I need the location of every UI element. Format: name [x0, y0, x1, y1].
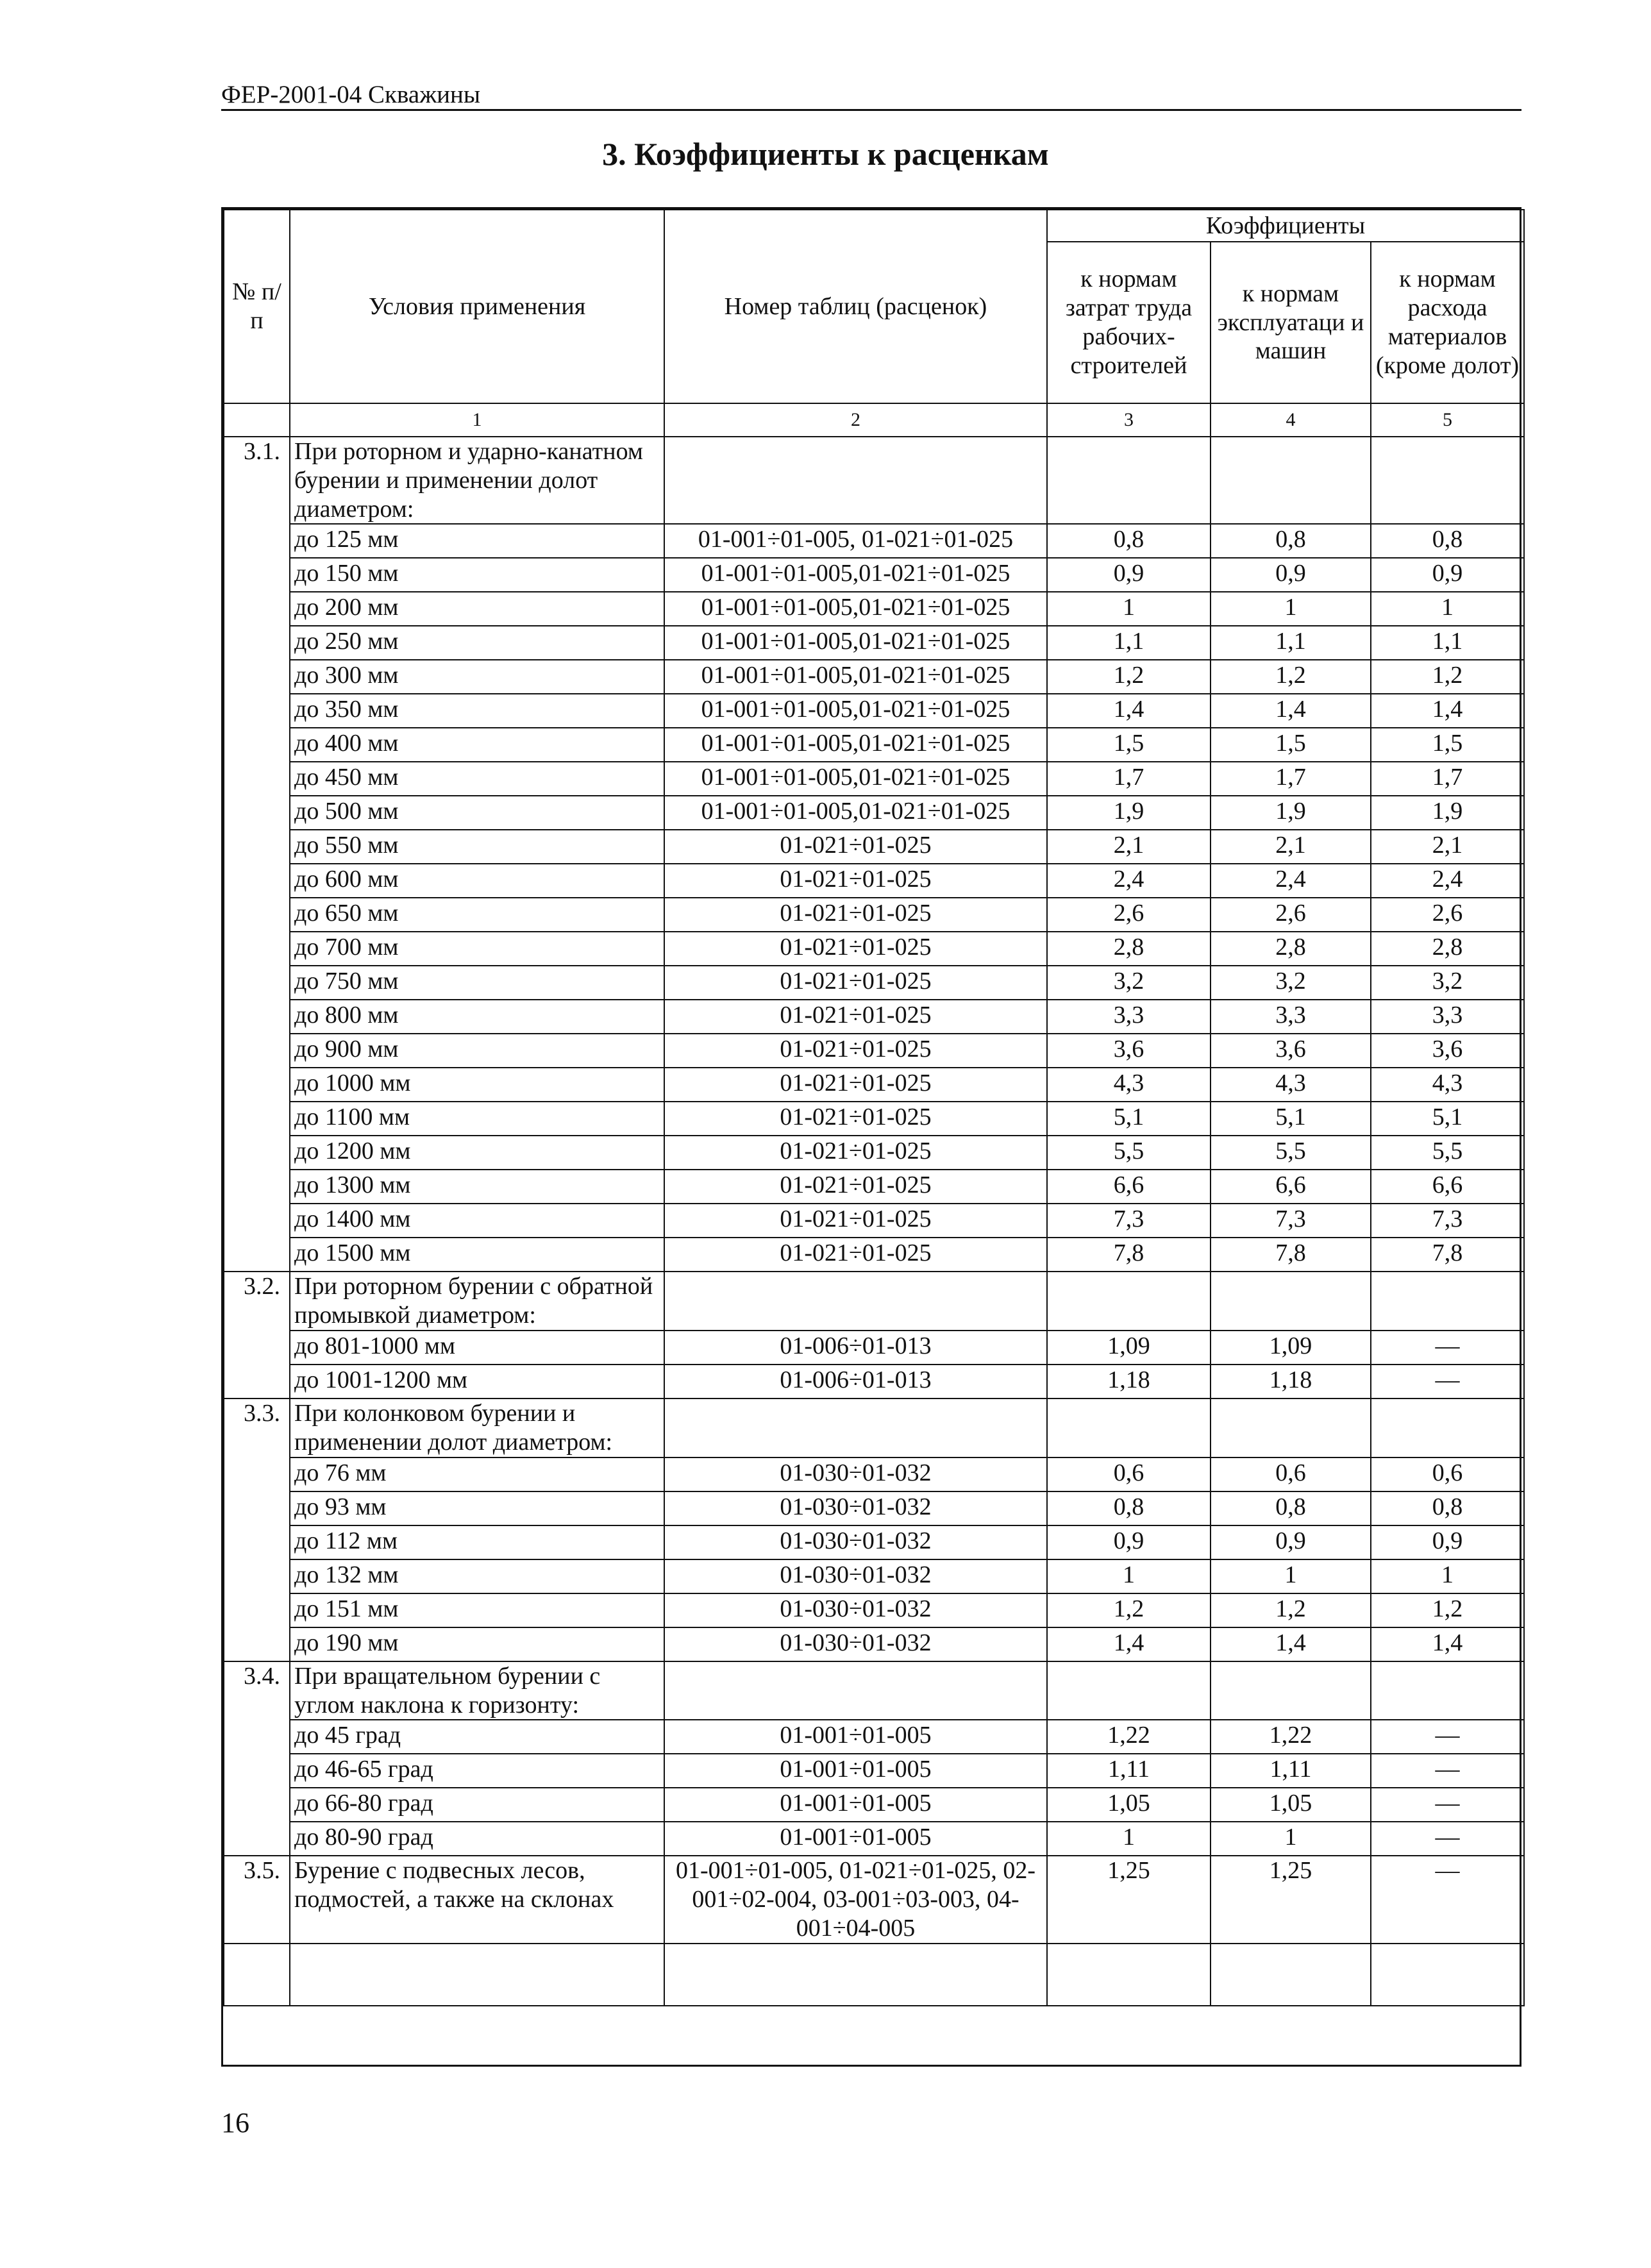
condition-cell: до 700 мм	[290, 932, 664, 966]
machines-coefficient: 3,3	[1211, 1000, 1371, 1034]
materials-coefficient: 3,6	[1371, 1034, 1524, 1068]
table-row	[224, 592, 1524, 626]
labor-coefficient: 0,8	[1047, 1491, 1211, 1525]
condition-cell: до 550 мм	[290, 830, 664, 864]
condition-cell: до 76 мм	[290, 1457, 664, 1491]
condition-cell: до 900 мм	[290, 1034, 664, 1068]
labor-coefficient: 1	[1047, 1822, 1211, 1856]
empty-cell	[1371, 1944, 1524, 2006]
labor-coefficient: 2,8	[1047, 932, 1211, 966]
labor-coefficient: 3,2	[1047, 966, 1211, 1000]
labor-coefficient: 2,4	[1047, 864, 1211, 898]
labor-coefficient: 1,18	[1047, 1365, 1211, 1399]
condition-cell: до 1000 мм	[290, 1068, 664, 1102]
table-row	[224, 864, 1524, 898]
labor-coefficient: 0,9	[1047, 1525, 1211, 1559]
table-codes-cell: 01-001÷01-005	[664, 1720, 1047, 1754]
condition-cell: до 300 мм	[290, 660, 664, 694]
col-header-machines: к нормам эксплуатаци и машин	[1211, 242, 1371, 403]
materials-coefficient: 0,6	[1371, 1457, 1524, 1491]
table-row	[224, 932, 1524, 966]
machines-coefficient: 1	[1211, 1822, 1371, 1856]
table-codes-cell: 01-001÷01-005,01-021÷01-025	[664, 558, 1047, 592]
condition-cell: до 400 мм	[290, 728, 664, 762]
materials-coefficient: —	[1371, 1856, 1524, 1943]
labor-coefficient	[1047, 437, 1211, 524]
labor-coefficient: 7,8	[1047, 1238, 1211, 1272]
machines-coefficient: 1,05	[1211, 1788, 1371, 1822]
table-row	[224, 1365, 1524, 1399]
section-title: Бурение с подвесных лесов, подмостей, а также на склонах	[290, 1856, 664, 1943]
table-filler-row	[224, 1944, 1524, 2006]
table-codes-cell: 01-001÷01-005,01-021÷01-025	[664, 592, 1047, 626]
table-row	[224, 728, 1524, 762]
machines-coefficient: 5,5	[1211, 1136, 1371, 1170]
materials-coefficient: 5,5	[1371, 1136, 1524, 1170]
machines-coefficient: 1,11	[1211, 1754, 1371, 1788]
materials-coefficient: 4,3	[1371, 1068, 1524, 1102]
labor-coefficient: 1,05	[1047, 1788, 1211, 1822]
condition-cell: до 500 мм	[290, 796, 664, 830]
condition-cell: до 600 мм	[290, 864, 664, 898]
table-row	[224, 1204, 1524, 1238]
table-row	[224, 1559, 1524, 1593]
section-header-row	[224, 1399, 1524, 1457]
materials-coefficient	[1371, 1399, 1524, 1457]
machines-coefficient	[1211, 1399, 1371, 1457]
machines-coefficient: 0,9	[1211, 1525, 1371, 1559]
labor-coefficient: 3,3	[1047, 1000, 1211, 1034]
table-row	[224, 1000, 1524, 1034]
table-codes-cell: 01-001÷01-005	[664, 1822, 1047, 1856]
empty-cell	[1211, 1944, 1371, 2006]
table-row	[224, 1102, 1524, 1136]
materials-coefficient: 1	[1371, 1559, 1524, 1593]
section-header-row	[224, 1856, 1524, 1943]
materials-coefficient: —	[1371, 1822, 1524, 1856]
labor-coefficient: 1,2	[1047, 660, 1211, 694]
table-row	[224, 966, 1524, 1000]
machines-coefficient	[1211, 1661, 1371, 1720]
machines-coefficient: 1,09	[1211, 1331, 1371, 1365]
materials-coefficient: 7,8	[1371, 1238, 1524, 1272]
section-table-codes: 01-001÷01-005, 01-021÷01-025, 02-001÷02-004, 03-001÷03-003, 04-001÷04-005	[664, 1856, 1047, 1943]
condition-cell: до 1001-1200 мм	[290, 1365, 664, 1399]
materials-coefficient	[1371, 437, 1524, 524]
table-row	[224, 694, 1524, 728]
section-title: При роторном и ударно-канатном бурении и применении долот диаметром:	[290, 437, 664, 524]
table-codes-cell: 01-021÷01-025	[664, 1000, 1047, 1034]
index-cell: 3	[1047, 403, 1211, 437]
table-codes-cell: 01-001÷01-005,01-021÷01-025	[664, 626, 1047, 660]
materials-coefficient: 1,9	[1371, 796, 1524, 830]
table-row	[224, 1720, 1524, 1754]
condition-cell: до 66-80 град	[290, 1788, 664, 1822]
running-title: ФЕР-2001-04 Скважины	[221, 81, 481, 108]
labor-coefficient: 1,1	[1047, 626, 1211, 660]
materials-coefficient: 1,7	[1371, 762, 1524, 796]
table-codes-cell: 01-001÷01-005	[664, 1754, 1047, 1788]
labor-coefficient: 1,25	[1047, 1856, 1211, 1943]
table-row	[224, 1331, 1524, 1365]
machines-coefficient: 1,9	[1211, 796, 1371, 830]
page-heading: 3. Коэффициенты к расценкам	[602, 136, 1049, 172]
section-table-codes	[664, 1272, 1047, 1331]
section-header-row	[224, 437, 1524, 524]
table-codes-cell: 01-021÷01-025	[664, 1136, 1047, 1170]
labor-coefficient: 1,2	[1047, 1593, 1211, 1627]
index-cell: 5	[1371, 403, 1524, 437]
coefficients-table	[221, 207, 1521, 2067]
section-number: 3.4.	[224, 1661, 290, 1856]
machines-coefficient: 0,9	[1211, 558, 1371, 592]
index-cell: 2	[664, 403, 1047, 437]
table-codes-cell: 01-001÷01-005,01-021÷01-025	[664, 660, 1047, 694]
labor-coefficient: 1,9	[1047, 796, 1211, 830]
table-codes-cell: 01-021÷01-025	[664, 932, 1047, 966]
materials-coefficient	[1371, 1272, 1524, 1331]
table-row	[224, 524, 1524, 558]
section-title: При роторном бурении с обратной промывкой диаметром:	[290, 1272, 664, 1331]
col-header-tables: Номер таблиц (расценок)	[664, 210, 1047, 403]
labor-coefficient: 2,1	[1047, 830, 1211, 864]
machines-coefficient: 3,2	[1211, 966, 1371, 1000]
section-title: При вращательном бурении с углом наклона к горизонту:	[290, 1661, 664, 1720]
table-codes-cell: 01-030÷01-032	[664, 1491, 1047, 1525]
condition-cell: до 801-1000 мм	[290, 1331, 664, 1365]
machines-coefficient: 7,8	[1211, 1238, 1371, 1272]
labor-coefficient: 1,09	[1047, 1331, 1211, 1365]
table-row	[224, 898, 1524, 932]
table-row	[224, 1034, 1524, 1068]
empty-cell	[664, 1944, 1047, 2006]
table-codes-cell: 01-030÷01-032	[664, 1525, 1047, 1559]
labor-coefficient: 2,6	[1047, 898, 1211, 932]
labor-coefficient: 4,3	[1047, 1068, 1211, 1102]
page-number: 16	[221, 2107, 249, 2138]
condition-cell: до 450 мм	[290, 762, 664, 796]
condition-cell: до 132 мм	[290, 1559, 664, 1593]
condition-cell: до 125 мм	[290, 524, 664, 558]
materials-coefficient: 5,1	[1371, 1102, 1524, 1136]
materials-coefficient: —	[1371, 1365, 1524, 1399]
machines-coefficient: 1,22	[1211, 1720, 1371, 1754]
labor-coefficient	[1047, 1399, 1211, 1457]
labor-coefficient: 5,5	[1047, 1136, 1211, 1170]
table-codes-cell: 01-021÷01-025	[664, 1068, 1047, 1102]
machines-coefficient: 2,8	[1211, 932, 1371, 966]
table-codes-cell: 01-001÷01-005,01-021÷01-025	[664, 796, 1047, 830]
condition-cell: до 1100 мм	[290, 1102, 664, 1136]
table-codes-cell: 01-030÷01-032	[664, 1457, 1047, 1491]
table-row	[224, 830, 1524, 864]
labor-coefficient: 1,22	[1047, 1720, 1211, 1754]
materials-coefficient: —	[1371, 1788, 1524, 1822]
table-row	[224, 626, 1524, 660]
table-codes-cell: 01-001÷01-005,01-021÷01-025	[664, 762, 1047, 796]
table-row	[224, 558, 1524, 592]
table-row	[224, 1627, 1524, 1661]
condition-cell: до 650 мм	[290, 898, 664, 932]
machines-coefficient: 1,7	[1211, 762, 1371, 796]
materials-coefficient: 1,5	[1371, 728, 1524, 762]
labor-coefficient: 0,8	[1047, 524, 1211, 558]
materials-coefficient: 3,2	[1371, 966, 1524, 1000]
materials-coefficient: 1,2	[1371, 660, 1524, 694]
col-header-coefficients-group: Коэффициенты	[1047, 210, 1524, 242]
table-row	[224, 1457, 1524, 1491]
table-codes-cell: 01-021÷01-025	[664, 864, 1047, 898]
table-codes-cell: 01-021÷01-025	[664, 898, 1047, 932]
table-body	[224, 437, 1524, 2006]
table-codes-cell: 01-001÷01-005	[664, 1788, 1047, 1822]
machines-coefficient: 5,1	[1211, 1102, 1371, 1136]
section-title: При колонковом бурении и применении долот диаметром:	[290, 1399, 664, 1457]
condition-cell: до 350 мм	[290, 694, 664, 728]
col-header-materials: к нормам расхода материалов (кроме долот)	[1371, 242, 1524, 403]
section-header-row	[224, 1661, 1524, 1720]
materials-coefficient: —	[1371, 1720, 1524, 1754]
materials-coefficient: 2,4	[1371, 864, 1524, 898]
condition-cell: до 46-65 град	[290, 1754, 664, 1788]
table-codes-cell: 01-021÷01-025	[664, 1170, 1047, 1204]
table-codes-cell: 01-001÷01-005,01-021÷01-025	[664, 728, 1047, 762]
materials-coefficient: 7,3	[1371, 1204, 1524, 1238]
section-table-codes	[664, 1399, 1047, 1457]
labor-coefficient: 1,7	[1047, 762, 1211, 796]
materials-coefficient: —	[1371, 1754, 1524, 1788]
table-row	[224, 1136, 1524, 1170]
table-codes-cell: 01-030÷01-032	[664, 1593, 1047, 1627]
machines-coefficient: 6,6	[1211, 1170, 1371, 1204]
table-codes-cell: 01-030÷01-032	[664, 1627, 1047, 1661]
machines-coefficient: 1,5	[1211, 728, 1371, 762]
table-row	[224, 762, 1524, 796]
machines-coefficient: 1,25	[1211, 1856, 1371, 1943]
empty-cell	[1047, 1944, 1211, 2006]
machines-coefficient: 4,3	[1211, 1068, 1371, 1102]
materials-coefficient: 1,2	[1371, 1593, 1524, 1627]
materials-coefficient: 2,6	[1371, 898, 1524, 932]
table-codes-cell: 01-021÷01-025	[664, 1034, 1047, 1068]
section-table-codes	[664, 1661, 1047, 1720]
section-table-codes	[664, 437, 1047, 524]
condition-cell: до 151 мм	[290, 1593, 664, 1627]
machines-coefficient: 1	[1211, 1559, 1371, 1593]
table-codes-cell: 01-006÷01-013	[664, 1365, 1047, 1399]
machines-coefficient: 1,18	[1211, 1365, 1371, 1399]
table-row	[224, 1822, 1524, 1856]
labor-coefficient: 1,4	[1047, 1627, 1211, 1661]
labor-coefficient: 6,6	[1047, 1170, 1211, 1204]
index-cell: 4	[1211, 403, 1371, 437]
table-row	[224, 1491, 1524, 1525]
condition-cell: до 800 мм	[290, 1000, 664, 1034]
machines-coefficient: 2,1	[1211, 830, 1371, 864]
table-row	[224, 1754, 1524, 1788]
empty-cell	[290, 1944, 664, 2006]
table-row	[224, 1593, 1524, 1627]
materials-coefficient: 2,8	[1371, 932, 1524, 966]
condition-cell: до 200 мм	[290, 592, 664, 626]
header-rule	[221, 109, 1521, 111]
materials-coefficient: 2,1	[1371, 830, 1524, 864]
labor-coefficient	[1047, 1661, 1211, 1720]
table-row	[224, 660, 1524, 694]
table-codes-cell: 01-021÷01-025	[664, 966, 1047, 1000]
col-header-labor: к нормам затрат труда рабочих-строителей	[1047, 242, 1211, 403]
table-codes-cell: 01-021÷01-025	[664, 830, 1047, 864]
machines-coefficient: 1,2	[1211, 1593, 1371, 1627]
condition-cell: до 1300 мм	[290, 1170, 664, 1204]
labor-coefficient: 0,9	[1047, 558, 1211, 592]
condition-cell: до 1500 мм	[290, 1238, 664, 1272]
section-header-row	[224, 1272, 1524, 1331]
table-row	[224, 796, 1524, 830]
table-row	[224, 1238, 1524, 1272]
table-codes-cell: 01-021÷01-025	[664, 1102, 1047, 1136]
materials-coefficient: 3,3	[1371, 1000, 1524, 1034]
condition-cell: до 80-90 град	[290, 1822, 664, 1856]
condition-cell: до 1400 мм	[290, 1204, 664, 1238]
table-codes-cell: 01-001÷01-005, 01-021÷01-025	[664, 524, 1047, 558]
section-number: 3.5.	[224, 1856, 290, 1943]
materials-coefficient	[1371, 1661, 1524, 1720]
table-row	[224, 1788, 1524, 1822]
materials-coefficient: 1,4	[1371, 694, 1524, 728]
condition-cell: до 190 мм	[290, 1627, 664, 1661]
machines-coefficient: 1	[1211, 592, 1371, 626]
machines-coefficient: 1,4	[1211, 694, 1371, 728]
condition-cell: до 150 мм	[290, 558, 664, 592]
condition-cell: до 93 мм	[290, 1491, 664, 1525]
machines-coefficient: 3,6	[1211, 1034, 1371, 1068]
labor-coefficient: 1,4	[1047, 694, 1211, 728]
labor-coefficient: 1	[1047, 592, 1211, 626]
section-number: 3.2.	[224, 1272, 290, 1399]
machines-coefficient: 2,4	[1211, 864, 1371, 898]
machines-coefficient	[1211, 1272, 1371, 1331]
materials-coefficient: 6,6	[1371, 1170, 1524, 1204]
materials-coefficient: 0,8	[1371, 524, 1524, 558]
table-row	[224, 1068, 1524, 1102]
col-header-conditions: Условия применения	[290, 210, 664, 403]
materials-coefficient: 0,8	[1371, 1491, 1524, 1525]
machines-coefficient: 0,8	[1211, 524, 1371, 558]
materials-coefficient: 0,9	[1371, 1525, 1524, 1559]
machines-coefficient: 1,4	[1211, 1627, 1371, 1661]
machines-coefficient: 7,3	[1211, 1204, 1371, 1238]
index-cell: 1	[290, 403, 664, 437]
condition-cell: до 1200 мм	[290, 1136, 664, 1170]
machines-coefficient: 0,8	[1211, 1491, 1371, 1525]
section-number: 3.1.	[224, 437, 290, 1272]
condition-cell: до 750 мм	[290, 966, 664, 1000]
table-row	[224, 1170, 1524, 1204]
table-codes-cell: 01-001÷01-005,01-021÷01-025	[664, 694, 1047, 728]
table-codes-cell: 01-030÷01-032	[664, 1559, 1047, 1593]
labor-coefficient: 1,11	[1047, 1754, 1211, 1788]
empty-cell	[224, 1944, 290, 2006]
labor-coefficient: 3,6	[1047, 1034, 1211, 1068]
index-cell-empty	[224, 403, 290, 437]
condition-cell: до 250 мм	[290, 626, 664, 660]
table-row	[224, 1525, 1524, 1559]
labor-coefficient: 0,6	[1047, 1457, 1211, 1491]
materials-coefficient: 0,9	[1371, 558, 1524, 592]
col-header-number: № п/п	[224, 210, 290, 403]
machines-coefficient	[1211, 437, 1371, 524]
section-number: 3.3.	[224, 1399, 290, 1661]
machines-coefficient: 2,6	[1211, 898, 1371, 932]
machines-coefficient: 1,1	[1211, 626, 1371, 660]
materials-coefficient: 1,1	[1371, 626, 1524, 660]
labor-coefficient: 7,3	[1047, 1204, 1211, 1238]
table-codes-cell: 01-006÷01-013	[664, 1331, 1047, 1365]
machines-coefficient: 1,2	[1211, 660, 1371, 694]
table-codes-cell: 01-021÷01-025	[664, 1204, 1047, 1238]
condition-cell: до 45 град	[290, 1720, 664, 1754]
labor-coefficient: 5,1	[1047, 1102, 1211, 1136]
labor-coefficient: 1,5	[1047, 728, 1211, 762]
materials-coefficient: 1	[1371, 592, 1524, 626]
table-codes-cell: 01-021÷01-025	[664, 1238, 1047, 1272]
condition-cell: до 112 мм	[290, 1525, 664, 1559]
labor-coefficient: 1	[1047, 1559, 1211, 1593]
labor-coefficient	[1047, 1272, 1211, 1331]
materials-coefficient: 1,4	[1371, 1627, 1524, 1661]
machines-coefficient: 0,6	[1211, 1457, 1371, 1491]
materials-coefficient: —	[1371, 1331, 1524, 1365]
